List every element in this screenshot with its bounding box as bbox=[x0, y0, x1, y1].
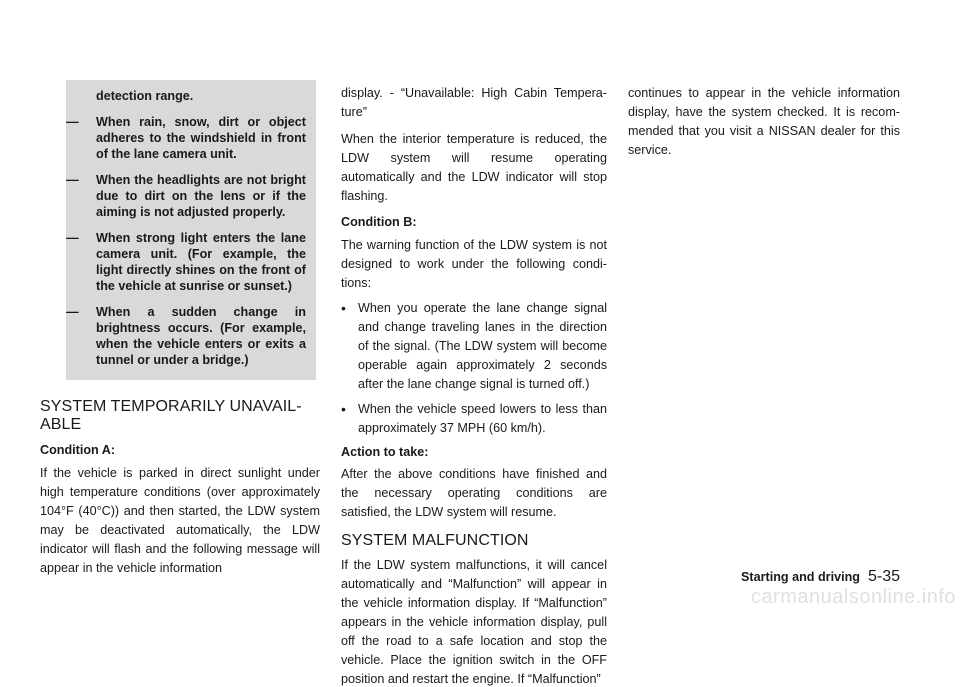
warning-item-text: When a sudden change in brightness occurs. (For example, when the vehicle enters or exits a tunnel or under a bridge.) bbox=[96, 305, 306, 367]
malfunction-text-part1: If the LDW system malfunctions, it will cancel automatically and “Malfunction” will appear in the vehicle information display. If “Malfunction” appears in the vehicle information display, pull off the road to a safe location and stop the vehicle. Place the ignition switch in the OFF position and restart the engine. If “Malfunction” bbox=[341, 558, 607, 686]
action-text: After the above conditions have finished and the necessary operating conditions are satisfied, the LDW system will resume. bbox=[341, 467, 607, 519]
bullet-marker: • bbox=[341, 300, 346, 316]
condition-b-text: The warning function of the LDW system is not designed to work under the following condi-tions: bbox=[341, 238, 607, 290]
column-2 bbox=[341, 84, 607, 687]
dash-marker: — bbox=[66, 173, 79, 187]
warning-item-text: When strong light enters the lane camera unit. (For example, the light directly shines on the front of the vehicle at sunrise or sunset.) bbox=[96, 231, 306, 293]
action-label: Action to take: bbox=[341, 445, 429, 459]
column-1 bbox=[40, 398, 320, 579]
condition-b-label: Condition B: bbox=[341, 215, 417, 229]
warning-item-text: When rain, snow, dirt or object adheres to the windshield in front of the lane camera unit. bbox=[96, 115, 306, 161]
bullet-text: When the vehicle speed lowers to less than approximately 37 MPH (60 km/h). bbox=[358, 402, 607, 435]
list-item bbox=[341, 400, 607, 438]
dash-marker: — bbox=[66, 231, 79, 245]
dash-marker: — bbox=[66, 305, 79, 319]
watermark: carmanualsonline.info bbox=[750, 586, 956, 608]
condition-a-label: Condition A: bbox=[40, 443, 116, 457]
page-footer bbox=[741, 568, 900, 586]
page-number: 5-35 bbox=[867, 568, 900, 585]
section-heading-temporarily-unavailable: SYSTEM TEMPORARILY UNAVAIL-ABLE bbox=[40, 398, 302, 433]
footer-section-title: Starting and driving bbox=[741, 570, 860, 584]
warning-item bbox=[66, 172, 306, 220]
column-3 bbox=[628, 84, 900, 160]
condition-a-text-part2: display. - “Unavailable: High Cabin Tempera-ture” bbox=[341, 86, 607, 119]
malfunction-text-part2: continues to appear in the vehicle information display, have the system checked. It is recom-mended that you visit a NISSAN dealer for this service. bbox=[628, 86, 900, 157]
warning-item bbox=[66, 230, 306, 294]
warning-item-text: When the headlights are not bright due to dirt on the lens or if the aiming is not adjusted properly. bbox=[96, 173, 306, 219]
list-item bbox=[341, 299, 607, 394]
dash-marker: — bbox=[66, 115, 79, 129]
warning-item bbox=[66, 304, 306, 368]
bullet-text: When you operate the lane change signal and change traveling lanes in the direction of the signal. (The LDW system will become operable again approximately 2 seconds after the lane change signal is turned off.) bbox=[358, 301, 607, 391]
warning-intro: detection range. bbox=[96, 89, 194, 103]
section-heading-malfunction: SYSTEM MALFUNCTION bbox=[341, 532, 529, 549]
warning-box-content bbox=[66, 88, 306, 378]
warning-item bbox=[66, 114, 306, 162]
cooling-text: When the interior temperature is reduced, the LDW system will resume operating automatically and the LDW indicator will stop flashing. bbox=[341, 132, 607, 203]
condition-a-text-part1: If the vehicle is parked in direct sunlight under high temperature conditions (over approximately 104°F (40°C)) and then started, the LDW system may be deactivated automatically, the LDW indicator will flash and the following message will appear in the vehicle information bbox=[40, 466, 320, 575]
bullet-marker: • bbox=[341, 401, 346, 417]
